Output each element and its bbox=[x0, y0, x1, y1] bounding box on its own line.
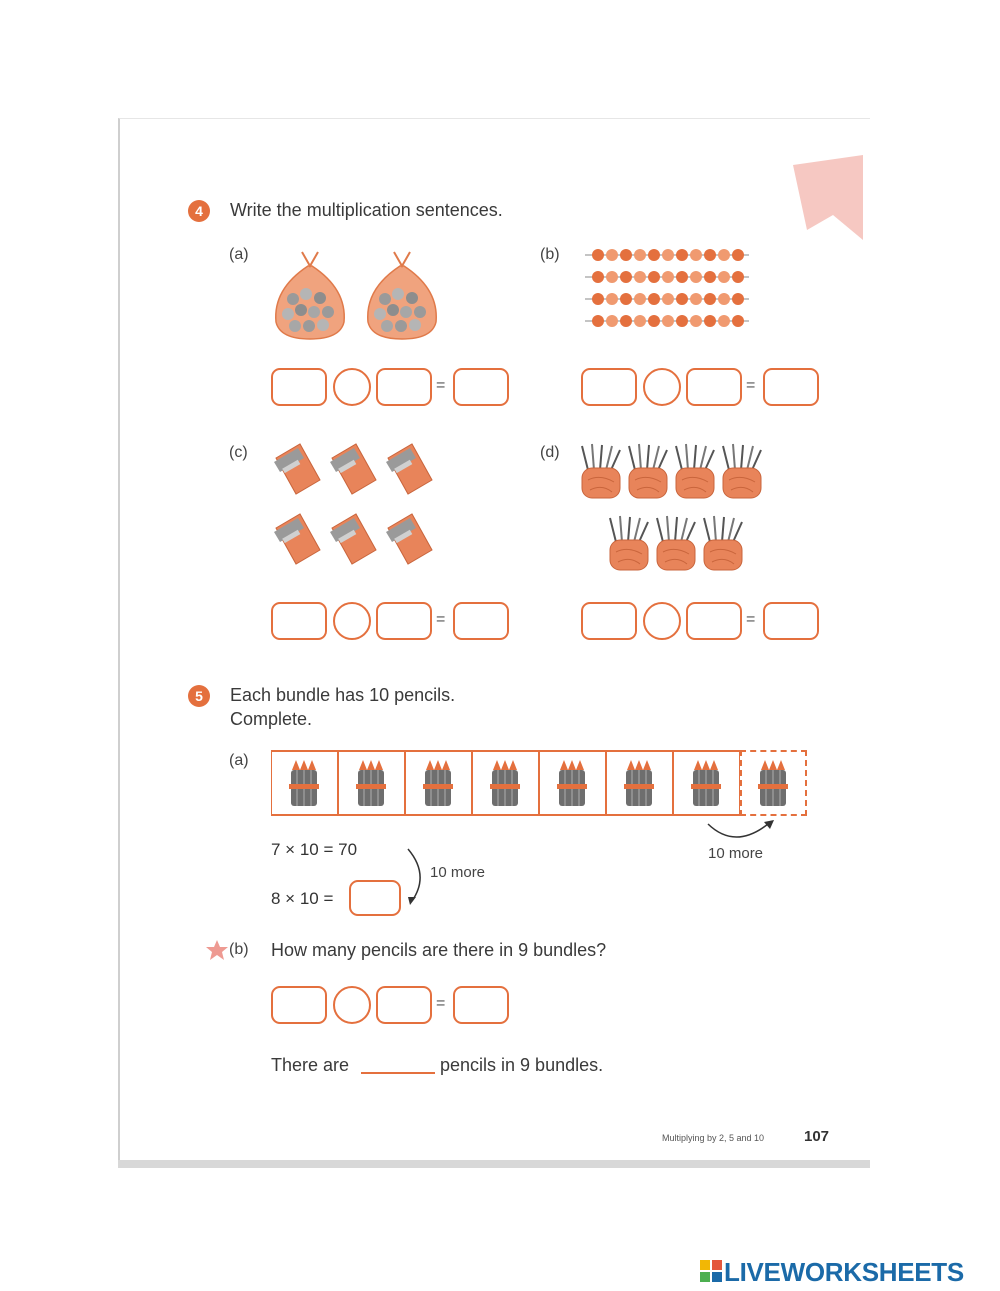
brand-name: LIVEWORKSHEETS bbox=[724, 1257, 964, 1287]
answer-box[interactable] bbox=[581, 368, 637, 406]
question-5-line1: Each bundle has 10 pencils. bbox=[230, 685, 456, 705]
answer-box[interactable] bbox=[376, 368, 432, 406]
answer-box[interactable] bbox=[453, 602, 509, 640]
question-5-line2: Complete. bbox=[230, 709, 313, 729]
answer-box[interactable] bbox=[581, 602, 637, 640]
books-picture bbox=[270, 440, 435, 580]
pencil-bundle-icon bbox=[423, 760, 453, 806]
curved-arrow-icon bbox=[700, 816, 780, 846]
operator-circle[interactable] bbox=[643, 602, 681, 640]
pencil-bundle-icon bbox=[624, 760, 654, 806]
q5-part-a-label: (a) bbox=[229, 752, 249, 769]
bead-strings-picture bbox=[583, 243, 753, 343]
part-b-label: (b) bbox=[540, 246, 560, 263]
chapter-footer: Multiplying by 2, 5 and 10 bbox=[662, 1133, 765, 1143]
question-5b-text: How many pencils are there in 9 bundles? bbox=[271, 940, 607, 960]
pencil-pot-icon bbox=[582, 444, 620, 498]
pencil-bundles bbox=[271, 750, 807, 816]
question-4-instruction: Write the multiplication sentences. bbox=[230, 200, 503, 220]
answer-suffix: pencils in 9 bundles. bbox=[440, 1055, 604, 1075]
marble-bag-icon bbox=[368, 252, 436, 339]
operator-circle[interactable] bbox=[333, 986, 371, 1024]
equals-sign: = bbox=[746, 611, 756, 628]
sentence-b bbox=[581, 368, 821, 408]
q5-part-b-label: (b) bbox=[229, 941, 249, 958]
page-edge bbox=[118, 1160, 870, 1168]
liveworksheets-logo-icon bbox=[700, 1260, 722, 1282]
answer-box[interactable] bbox=[271, 986, 327, 1024]
equation-7x10: 7 × 10 = 70 bbox=[271, 840, 358, 859]
sentence-a bbox=[271, 368, 511, 408]
equals-sign: = bbox=[746, 377, 756, 394]
pencil-pots-picture bbox=[578, 440, 768, 580]
marble-bag-icon bbox=[276, 252, 344, 339]
answer-box[interactable] bbox=[453, 368, 509, 406]
marble-bags-picture bbox=[268, 244, 443, 344]
sentence-d bbox=[581, 602, 821, 642]
answer-box[interactable] bbox=[271, 368, 327, 406]
operator-circle[interactable] bbox=[333, 602, 371, 640]
sentence-5b bbox=[271, 986, 511, 1026]
star-icon bbox=[205, 939, 229, 961]
pencil-bundle-icon bbox=[289, 760, 319, 806]
operator-circle[interactable] bbox=[643, 368, 681, 406]
bead-string-icon bbox=[585, 249, 749, 261]
question-number-4: 4 bbox=[188, 200, 210, 222]
pencil-bundle-icon bbox=[691, 760, 721, 806]
answer-box[interactable] bbox=[763, 368, 819, 406]
operator-circle[interactable] bbox=[333, 368, 371, 406]
question-number-5: 5 bbox=[188, 685, 210, 707]
answer-box[interactable] bbox=[453, 986, 509, 1024]
equation-8x10: 8 × 10 = bbox=[271, 889, 334, 908]
equals-sign: = bbox=[436, 377, 446, 394]
part-a-label: (a) bbox=[229, 246, 249, 263]
ten-more-note: 10 more bbox=[430, 864, 486, 881]
page-number: 107 bbox=[804, 1128, 830, 1145]
answer-box[interactable] bbox=[686, 602, 742, 640]
answer-box[interactable] bbox=[376, 602, 432, 640]
pencil-bundle-icon bbox=[356, 760, 386, 806]
equals-sign: = bbox=[436, 995, 446, 1012]
sentence-c bbox=[271, 602, 511, 642]
down-arrow-icon bbox=[402, 845, 432, 907]
answer-blank[interactable] bbox=[361, 1072, 435, 1074]
pencil-bundle-icon bbox=[758, 760, 788, 806]
answer-box-8x10[interactable] bbox=[349, 880, 401, 916]
pencil-bundle-icon bbox=[557, 760, 587, 806]
book-icon bbox=[274, 444, 320, 494]
answer-box[interactable] bbox=[271, 602, 327, 640]
answer-box[interactable] bbox=[686, 368, 742, 406]
answer-prefix: There are bbox=[271, 1055, 350, 1075]
equals-sign: = bbox=[436, 611, 446, 628]
answer-box[interactable] bbox=[376, 986, 432, 1024]
ten-more-note-strip: 10 more bbox=[708, 845, 764, 862]
bookmark-ribbon-icon bbox=[785, 155, 865, 240]
part-c-label: (c) bbox=[229, 444, 248, 461]
part-d-label: (d) bbox=[540, 444, 560, 461]
pencil-bundle-icon bbox=[490, 760, 520, 806]
answer-box[interactable] bbox=[763, 602, 819, 640]
